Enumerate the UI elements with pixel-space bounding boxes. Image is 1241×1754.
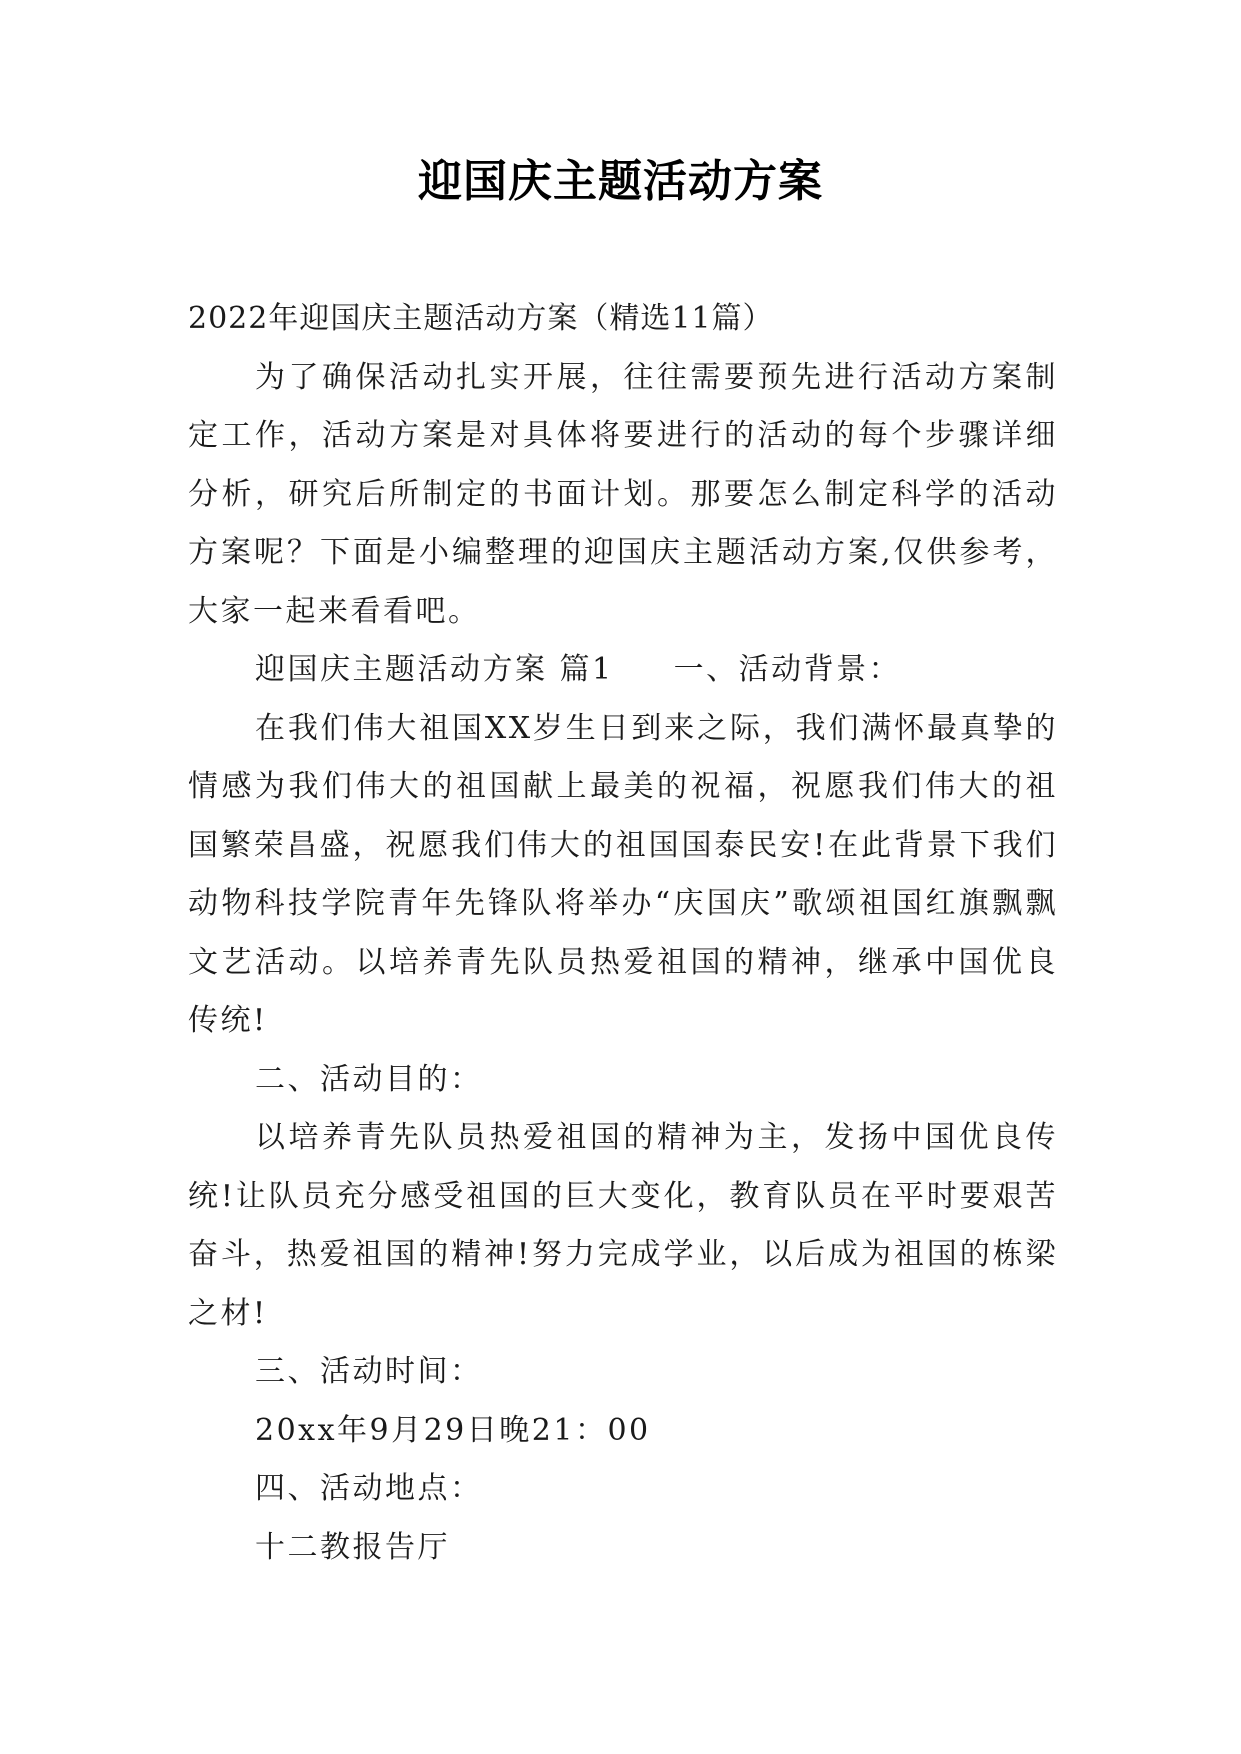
document-title: 迎国庆主题活动方案: [418, 156, 823, 207]
section-heading-location: 四、活动地点：: [255, 1471, 483, 1506]
document-body: [188, 290, 1058, 1577]
section-body-time: 20xx年9月29日晚21：00: [255, 1412, 651, 1448]
document-subtitle: 2022年迎国庆主题活动方案（精选11篇）: [188, 301, 774, 336]
section-body-purpose: 以培养青先队员热爱祖国的精神为主，发扬中国优良传统!让队员充分感受祖国的巨大变化，教育队员在平时要艰苦奋斗，热爱祖国的精神!努力完成学业，以后成为祖国的栋梁之材!: [188, 1120, 1058, 1331]
chapter-heading-line: [188, 641, 1058, 700]
section-heading-purpose: 二、活动目的：: [255, 1061, 483, 1097]
intro-paragraph: 为了确保活动扎实开展，往往需要预先进行活动方案制定工作，活动方案是对具体将要进行的活动的每个步骤详细分析，研究后所制定的书面计划。那要怎么制定科学的活动方案呢？下面是小编整理的迎国庆主题活动方案,仅供参考，大家一起来看看吧。: [188, 359, 1058, 629]
section-body-location: 十二教报告厅: [255, 1529, 450, 1565]
section-heading-background: 一、活动背景：: [673, 652, 902, 687]
section-heading-time: 三、活动时间：: [255, 1354, 483, 1389]
section-body-background: 在我们伟大祖国XX岁生日到来之际，我们满怀最真挚的情感为我们伟大的祖国献上最美的祝福，祝愿我们伟大的祖国繁荣昌盛，祝愿我们伟大的祖国国泰民安!在此背景下我们动物科技学院青年先锋队将举办“庆国庆”歌颂祖国红旗飘飘文艺活动。以培养青先队员热爱祖国的精神，继承中国优良传统!: [188, 710, 1058, 1038]
chapter-label: 迎国庆主题活动方案 篇1: [255, 652, 614, 687]
